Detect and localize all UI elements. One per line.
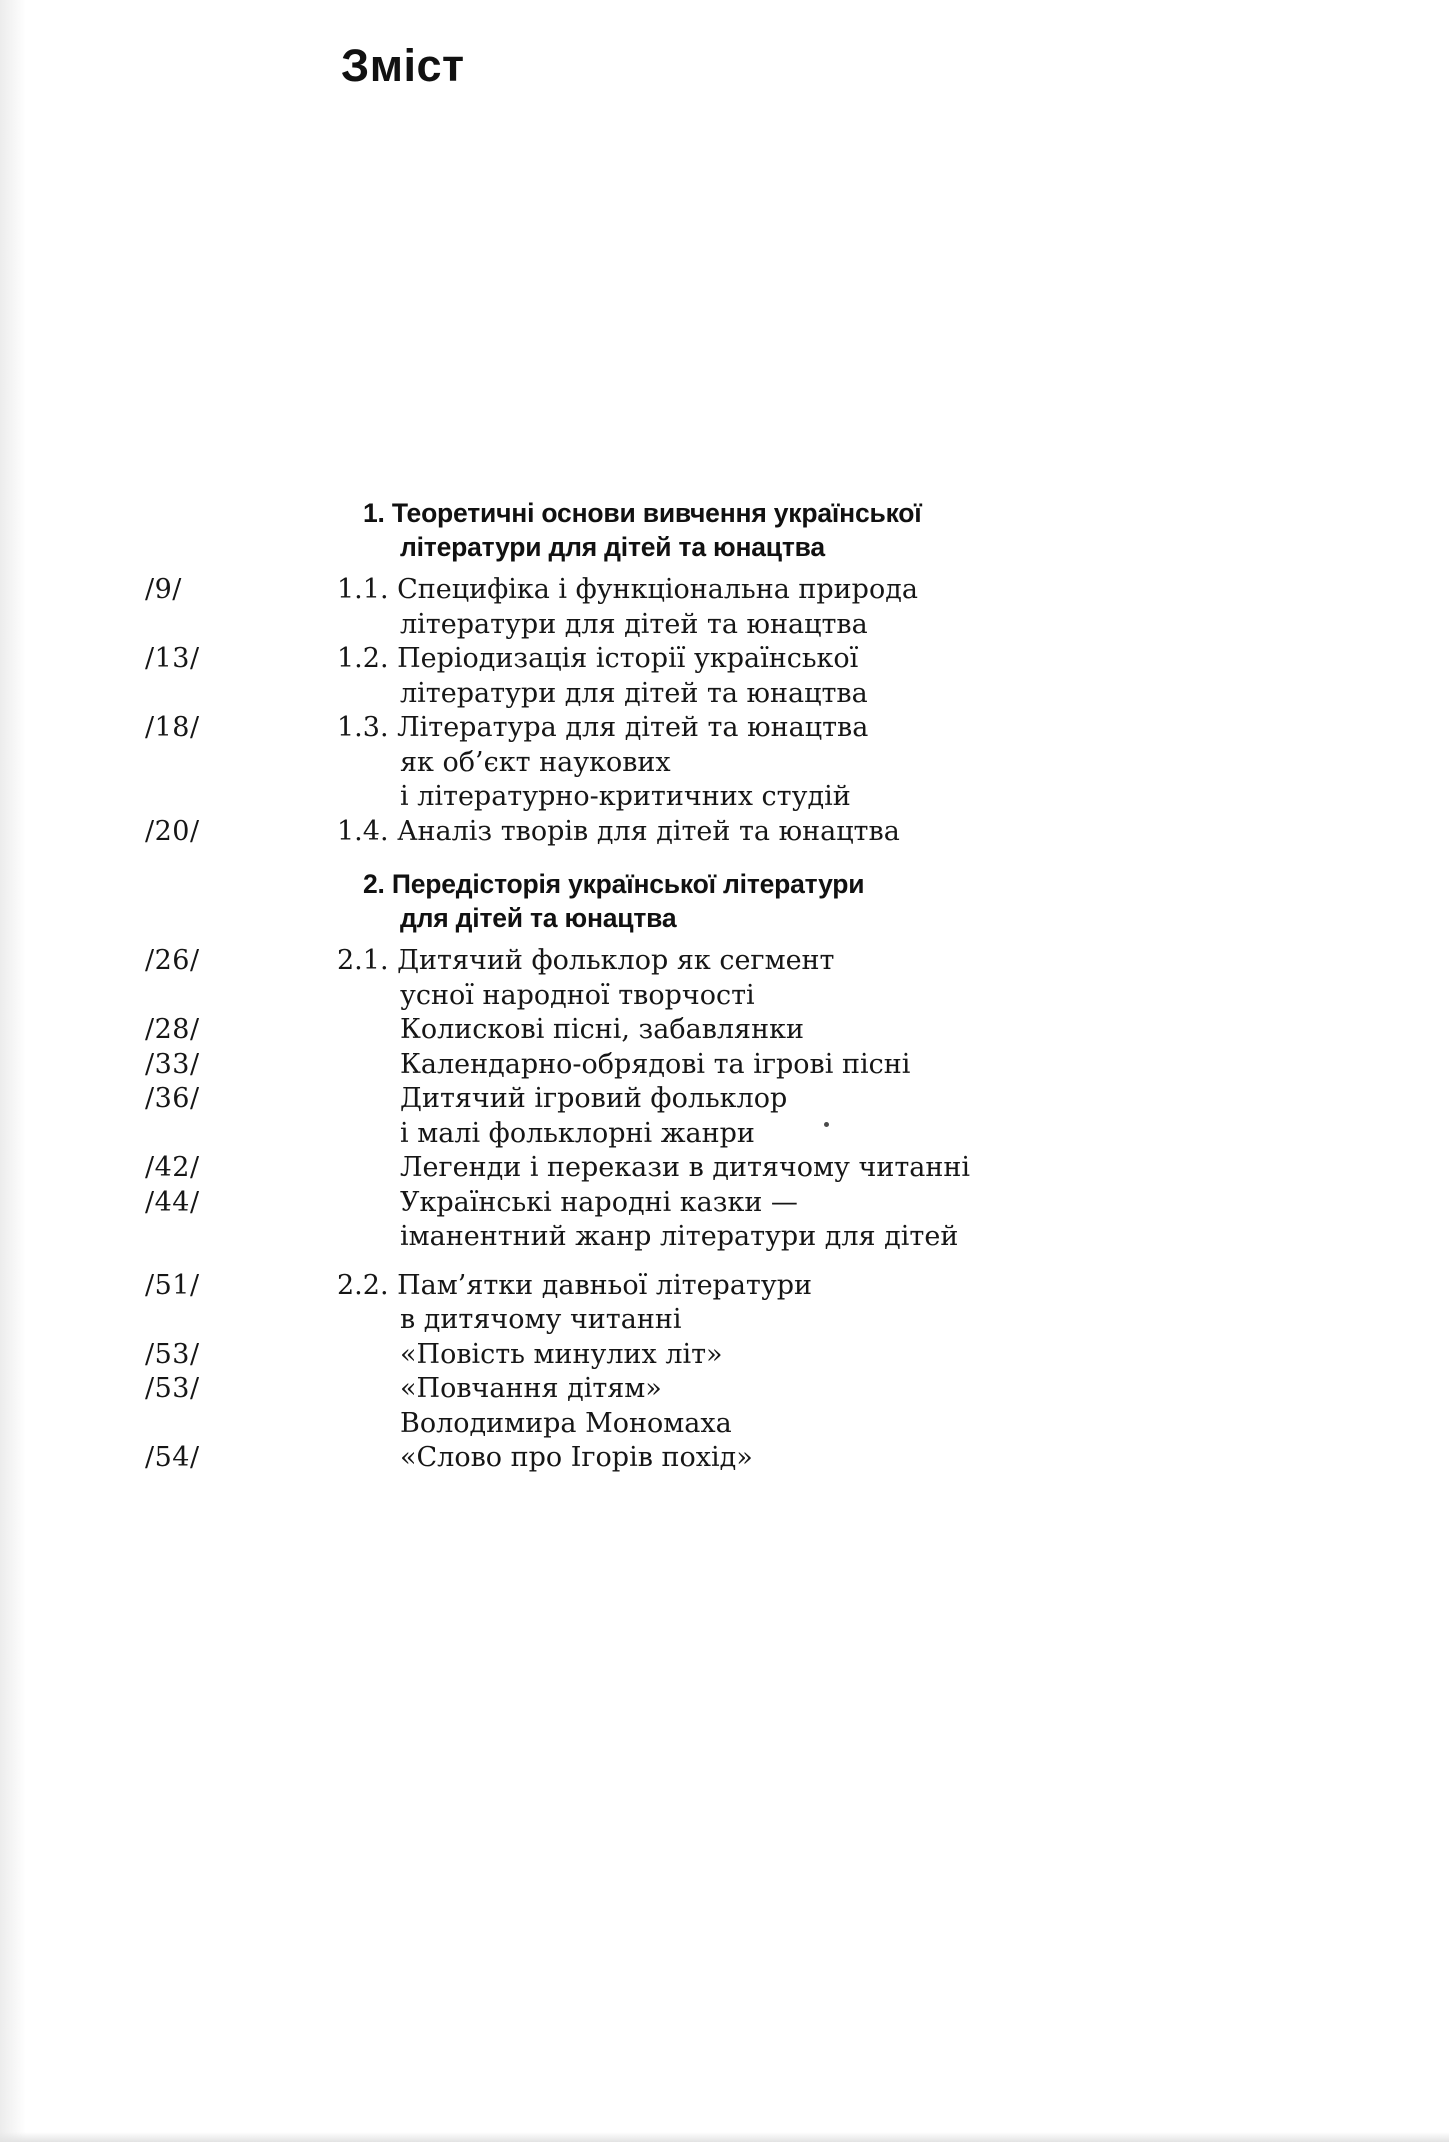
- page-number: /33/: [145, 1048, 200, 1080]
- page-title: Зміст: [341, 40, 465, 91]
- entry-text: [337, 815, 1449, 850]
- entry-line: 2.2. Пам’ятки давньої літератури: [337, 1269, 813, 1301]
- page-number: /36/: [145, 1083, 200, 1114]
- stray-dot: [824, 1122, 829, 1127]
- entry-line: «Повість минулих літ»: [400, 1338, 723, 1370]
- entry-text: [337, 711, 1449, 815]
- section-heading-line: для дітей та юнацтва: [400, 903, 677, 933]
- entry-line: Дитячий ігровий фольклор: [400, 1083, 788, 1114]
- entry-line: 1.4. Аналіз творів для дітей та юнацтва: [337, 815, 900, 847]
- entry-text: [337, 1082, 1449, 1151]
- page-number: /18/: [145, 712, 200, 743]
- entry-line: «Слово про Ігорів похід»: [400, 1442, 753, 1473]
- entry-text: [337, 1338, 1449, 1373]
- toc-entry: [0, 642, 1449, 711]
- entry-line: в дитячому читанні: [400, 1304, 682, 1335]
- entry-line: 1.1. Специфіка і функціональна природа: [337, 574, 918, 605]
- entry-text: [337, 1372, 1449, 1441]
- toc-entry: [0, 1441, 1449, 1476]
- toc-entry: [0, 944, 1449, 1013]
- entry-line: 1.2. Періодизація історії української: [337, 643, 859, 674]
- entry-line: і малі фольклорні жанри: [400, 1117, 755, 1149]
- page-number: /9/: [145, 574, 182, 605]
- entry-line: іманентний жанр літератури для дітей: [400, 1221, 959, 1252]
- entry-line: літератури для дітей та юнацтва: [400, 677, 868, 709]
- toc-entry: [0, 1186, 1449, 1255]
- entry-line: Колискові пісні, забавлянки: [400, 1014, 804, 1045]
- toc-entry: [0, 1048, 1449, 1083]
- entry-line: усної народної творчості: [400, 979, 755, 1011]
- toc-entry: [0, 1082, 1449, 1151]
- toc-entry: [0, 1269, 1449, 1338]
- page-number: /53/: [145, 1373, 200, 1404]
- entry-line: і літературно-критичних студій: [400, 781, 851, 812]
- section-heading-line: 2. Передісторія української літератури: [363, 869, 865, 899]
- section-heading-line: літератури для дітей та юнацтва: [400, 532, 825, 562]
- page-number: /51/: [145, 1269, 200, 1301]
- toc-entry: [0, 815, 1449, 850]
- entry-line: як об’єкт наукових: [400, 746, 671, 778]
- toc-entry: [0, 1338, 1449, 1373]
- entry-text: [337, 1186, 1449, 1255]
- entry-line: Володимира Мономаха: [400, 1407, 732, 1439]
- entry-line: 2.1. Дитячий фольклор як сегмент: [337, 945, 835, 976]
- entry-text: [337, 1151, 1449, 1186]
- toc: [0, 478, 1449, 1476]
- page-number: /54/: [145, 1442, 200, 1473]
- page-number: /28/: [145, 1014, 200, 1045]
- entry-text: [337, 573, 1449, 642]
- section-heading-line: 1. Теоретичні основи вивчення української: [363, 498, 922, 528]
- section-heading: [0, 867, 1449, 935]
- page-number: /13/: [145, 643, 200, 674]
- page-number: /53/: [145, 1338, 200, 1370]
- page-number: /26/: [145, 945, 200, 976]
- page-number: /20/: [145, 815, 200, 847]
- entry-line: Легенди і перекази в дитячому читанні: [400, 1152, 971, 1183]
- entry-line: Українські народні казки —: [400, 1186, 798, 1218]
- toc-entry: [0, 1372, 1449, 1441]
- entry-line: 1.3. Література для дітей та юнацтва: [337, 712, 869, 743]
- entry-text: [337, 944, 1449, 1013]
- toc-entry: [0, 1151, 1449, 1186]
- toc-entry: [0, 573, 1449, 642]
- toc-entry: [0, 1013, 1449, 1048]
- entry-text: [337, 1269, 1449, 1338]
- entry-line: літератури для дітей та юнацтва: [400, 608, 868, 640]
- page-number: /44/: [145, 1186, 200, 1218]
- entry-text: [337, 1048, 1449, 1083]
- entry-line: «Повчання дітям»: [400, 1373, 662, 1404]
- entry-text: [337, 1441, 1449, 1476]
- entry-text: [337, 642, 1449, 711]
- entry-line: Календарно-обрядові та ігрові пісні: [400, 1048, 911, 1080]
- toc-entry: [0, 711, 1449, 815]
- section-heading: [0, 496, 1449, 564]
- page-number: /42/: [145, 1152, 200, 1183]
- entry-text: [337, 1013, 1449, 1048]
